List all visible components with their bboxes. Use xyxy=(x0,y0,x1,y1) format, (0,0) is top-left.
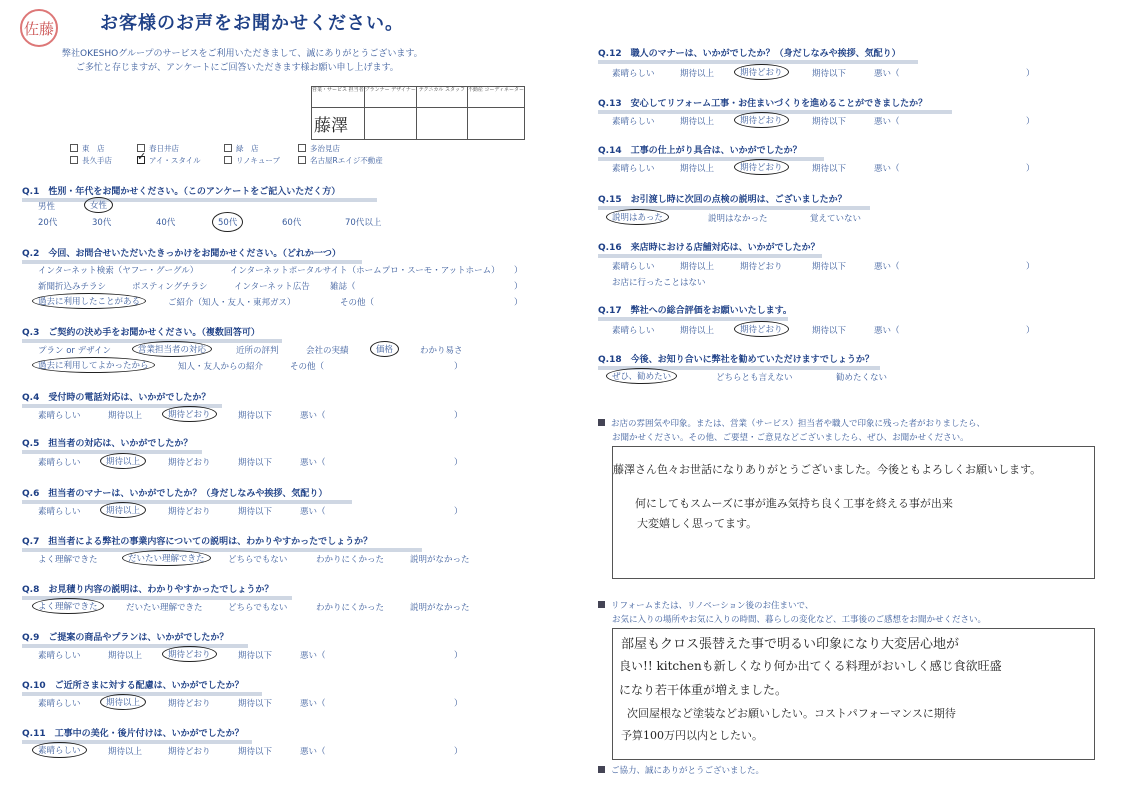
staff-header-planner: プランナー デザイナー xyxy=(364,87,416,108)
q17-option-excellent[interactable]: 素晴らしい xyxy=(612,326,655,336)
q17-expected-selected: 期待どおり xyxy=(734,321,789,337)
q9-option-excellent[interactable]: 素晴らしい xyxy=(38,651,81,661)
q4-option-below[interactable]: 期待以下 xyxy=(238,411,273,421)
q2-row1-close: ） xyxy=(514,266,523,276)
q7-option-none[interactable]: 説明がなかった xyxy=(410,555,470,565)
q6-above-selected: 期待以上 xyxy=(100,502,146,518)
q3-track-record[interactable]: 会社の実績 xyxy=(306,346,349,356)
q3-past-good-selected: 過去に利用してよかったから xyxy=(32,357,155,373)
comment1-prompt-line2: お聞かせください。その他、ご要望・ご意見などございましたら、ぜひ、お聞かせください。 xyxy=(612,433,969,443)
q12-expected-selected: 期待どおり xyxy=(734,64,789,80)
checkbox-icon xyxy=(224,144,232,152)
q3-sales-staff-selected: 営業担当者の対応 xyxy=(132,341,212,357)
q11-label: Q.11 工事中の美化・後片付けは、いかがでしたか？ xyxy=(22,726,252,744)
q11-option-expected[interactable]: 期待どおり xyxy=(168,747,211,757)
comment2-hand-line1: 部屋もクロス張替えた事で明るい印象になり大変居心地が xyxy=(621,637,960,652)
staff-header-sales: 営業・サービス 担当者 xyxy=(312,87,365,108)
q11-option-below[interactable]: 期待以下 xyxy=(238,747,273,757)
q13-option-expected[interactable] xyxy=(734,112,789,128)
store-label: 東 店 xyxy=(82,144,105,153)
q2-newspaper-flyer[interactable]: 新聞折込みチラシ xyxy=(38,282,107,292)
q13-option-bad[interactable]: 悪い（ xyxy=(874,117,900,127)
q13-option-below[interactable]: 期待以下 xyxy=(812,117,847,127)
checkbox-icon xyxy=(70,144,78,152)
staff-table xyxy=(311,86,525,140)
q3-clarity[interactable]: わかり易さ xyxy=(420,346,463,356)
checkbox-icon xyxy=(298,156,306,164)
footer-thanks xyxy=(598,764,764,776)
comment1-hand-line3: 大変嬉しく思ってます。 xyxy=(637,517,758,530)
q4-option-above[interactable]: 期待以上 xyxy=(108,411,143,421)
q17-label: Q.17 弊社への総合評価をお願いいたします。 xyxy=(598,303,788,321)
q10-above-selected: 期待以上 xyxy=(100,694,146,710)
comment1-hand-line2: 何にしてもスムーズに事が進み気持ち良く工事を終える事が出来 xyxy=(635,497,953,510)
q2-row3-close: ） xyxy=(514,298,523,308)
q6-label: Q.6 担当者のマナーは、いかがでしたか？（身だしなみや挨拶、気配り） xyxy=(22,486,352,504)
q4-expected-selected: 期待どおり xyxy=(162,406,217,422)
q6-option-above[interactable] xyxy=(100,502,146,518)
store-checkbox-higashi[interactable] xyxy=(70,143,105,154)
q1-age-30s[interactable]: 30代 xyxy=(92,218,112,228)
square-bullet-icon xyxy=(598,766,605,773)
q13-option-above[interactable]: 期待以上 xyxy=(680,117,715,127)
q8-option-understood[interactable] xyxy=(32,598,104,614)
staff-name-handwritten: 藤澤 xyxy=(314,116,348,136)
q4-option-bad[interactable]: 悪い（ xyxy=(300,411,326,421)
q3-row2-close: ） xyxy=(454,362,463,372)
q5-option-bad[interactable]: 悪い（ xyxy=(300,458,326,468)
q15-option-dont-remember[interactable]: 覚えていない xyxy=(810,214,862,224)
q11-option-above[interactable]: 期待以上 xyxy=(108,747,143,757)
comment2-hand-line3: になり若干体重が増えました。 xyxy=(619,683,788,697)
store-label: 緑 店 xyxy=(236,144,259,153)
q5-above-selected: 期待以上 xyxy=(100,453,146,469)
store-checkbox-renocube[interactable] xyxy=(224,155,280,166)
q11-option-excellent[interactable] xyxy=(32,742,87,758)
comment2-textbox[interactable] xyxy=(612,628,1095,760)
comment1-prompt1-text: お店の雰囲気や印象。または、営業（サービス）担当者や職人で印象に残った者がおりましたら、 xyxy=(611,419,986,429)
checkbox-icon xyxy=(224,156,232,164)
q16-option-bad[interactable]: 悪い（ xyxy=(874,262,900,272)
q17-close: ） xyxy=(1026,326,1035,336)
checkbox-icon xyxy=(70,156,78,164)
seal-text: 佐藤 xyxy=(23,19,54,38)
checkbox-checked-icon: ✓ xyxy=(137,150,147,163)
q10-option-above[interactable] xyxy=(100,694,146,710)
q14-option-bad[interactable]: 悪い（ xyxy=(874,164,900,174)
q13-option-excellent[interactable]: 素晴らしい xyxy=(612,117,655,127)
q2-internet-search[interactable]: インターネット検索（ヤフー・グーグル） xyxy=(38,266,199,276)
store-label: 多治見店 xyxy=(310,144,340,153)
q7-option-unclear[interactable]: わかりにくかった xyxy=(316,555,385,565)
store-checkbox-tajimi[interactable] xyxy=(298,143,340,154)
q16-option-above[interactable]: 期待以上 xyxy=(680,262,715,272)
q6-option-bad[interactable]: 悪い（ xyxy=(300,507,326,517)
q8-option-neutral[interactable]: どちらでもない xyxy=(228,603,288,613)
q2-row2-close: ） xyxy=(514,282,523,292)
q14-expected-selected: 期待どおり xyxy=(734,159,789,175)
q14-option-below[interactable]: 期待以下 xyxy=(812,164,847,174)
q17-option-bad[interactable]: 悪い（ xyxy=(874,326,900,336)
q14-option-expected[interactable] xyxy=(734,159,789,175)
q16-option-expected[interactable]: 期待どおり xyxy=(740,262,783,272)
q4-label: Q.4 受付時の電話対応は、いかがでしたか？ xyxy=(22,390,222,408)
q9-label: Q.9 ご提案の商品やプランは、いかがでしたか？ xyxy=(22,630,248,648)
q4-option-excellent[interactable]: 素晴らしい xyxy=(38,411,81,421)
q8-option-unclear[interactable]: わかりにくかった xyxy=(316,603,385,613)
q6-option-excellent[interactable]: 素晴らしい xyxy=(38,507,81,517)
store-checkbox-midori[interactable] xyxy=(224,143,259,154)
q14-label: Q.14 工事の仕上がり具合は、いかがでしたか？ xyxy=(598,143,824,161)
q17-option-expected[interactable] xyxy=(734,321,789,337)
page-title: お客様のお声をお聞かせください。 xyxy=(100,13,404,34)
q9-option-bad[interactable]: 悪い（ xyxy=(300,651,326,661)
q10-option-excellent[interactable]: 素晴らしい xyxy=(38,699,81,709)
q12-option-above[interactable]: 期待以上 xyxy=(680,69,715,79)
q1-age-50s-selected: 50代 xyxy=(212,212,243,232)
store-checkbox-istyle[interactable] xyxy=(137,150,201,166)
q1-age-40s[interactable]: 40代 xyxy=(156,218,176,228)
q3-referral[interactable]: 知人・友人からの紹介 xyxy=(178,362,264,372)
q15-explained-selected: 説明はあった xyxy=(606,209,669,225)
q9-expected-selected: 期待どおり xyxy=(162,646,217,662)
q14-close: ） xyxy=(1026,164,1035,174)
square-bullet-icon xyxy=(598,419,605,426)
q3-other[interactable]: その他（ xyxy=(290,362,325,372)
q1-age-50s[interactable] xyxy=(212,212,243,232)
comment1-textbox[interactable] xyxy=(612,446,1095,579)
q12-close: ） xyxy=(1026,69,1035,79)
q1-gender-male[interactable]: 男性 xyxy=(38,202,56,212)
comment2-hand-line2: 良い!! kitchenも新しくなり何か出てくる料理がおいしく感じ食欲旺盛 xyxy=(619,659,1002,673)
q5-option-below[interactable]: 期待以下 xyxy=(238,458,273,468)
q18-option-not-recommend[interactable]: 勧めたくない xyxy=(836,373,888,383)
q13-close: ） xyxy=(1026,117,1035,127)
store-label: 春日井店 xyxy=(149,144,179,153)
q9-option-above[interactable]: 期待以上 xyxy=(108,651,143,661)
q11-close: ） xyxy=(454,747,463,757)
q2-used-before[interactable] xyxy=(32,293,146,309)
q2-magazine[interactable]: 雑誌（ xyxy=(330,282,356,292)
q9-option-below[interactable]: 期待以下 xyxy=(238,651,273,661)
q15-option-explained[interactable] xyxy=(606,209,669,225)
footer-text: ご協力、誠にありがとうございました。 xyxy=(611,766,765,776)
seal-stamp xyxy=(20,9,58,47)
q12-option-bad[interactable]: 悪い（ xyxy=(874,69,900,79)
q3-label: Q.3 ご契約の決め手をお聞かせください。（複数回答可） xyxy=(22,325,282,343)
q2-posting-flyer[interactable]: ポスティングチラシ xyxy=(132,282,208,292)
q10-close: ） xyxy=(454,699,463,709)
comment2-prompt-line2: お気に入りの場所やお気に入りの時間、暮らしの変化など、工事後のご感想をお聞かせください。 xyxy=(612,615,987,625)
q12-label: Q.12 職人のマナーは、いかがでしたか？（身だしなみや挨拶、気配り） xyxy=(598,46,918,64)
q16-label: Q.16 来店時における店舗対応は、いかがでしたか？ xyxy=(598,240,822,258)
q5-option-excellent[interactable]: 素晴らしい xyxy=(38,458,81,468)
comment1-prompt-line1 xyxy=(598,417,985,429)
staff-cell-technical[interactable] xyxy=(416,108,467,140)
q18-recommend-selected: ぜひ、勧めたい xyxy=(606,368,677,384)
q18-option-recommend[interactable] xyxy=(606,368,677,384)
comment2-prompt1-text: リフォームまたは、リノベーション後のお住まいで、 xyxy=(611,601,814,611)
q15-label: Q.15 お引渡し時に次回の点検の説明は、ございましたか？ xyxy=(598,192,870,210)
comment2-hand-line4: 次回屋根など塗装などお願いしたい。コストパフォーマンスに期待 xyxy=(627,707,956,720)
comment2-hand-line5: 予算100万円以内としたい。 xyxy=(621,729,763,742)
q2-internet-ad[interactable]: インターネット広告 xyxy=(234,282,310,292)
q17-option-above[interactable]: 期待以上 xyxy=(680,326,715,336)
q3-price[interactable] xyxy=(370,341,399,357)
square-bullet-icon xyxy=(598,601,605,608)
q5-option-expected[interactable]: 期待どおり xyxy=(168,458,211,468)
q2-label: Q.2 今回、お問合せいただいたきっかけをお聞かせください。（どれか一つ） xyxy=(22,246,362,264)
q7-option-mostly[interactable] xyxy=(122,550,211,566)
comment2-prompt-line1 xyxy=(598,599,813,611)
q3-price-selected: 価格 xyxy=(370,341,399,357)
q18-option-neutral[interactable]: どちらとも言えない xyxy=(716,373,793,383)
store-label: アイ・スタイル xyxy=(149,156,201,165)
q4-option-expected[interactable] xyxy=(162,406,217,422)
q4-close: ） xyxy=(454,411,463,421)
q6-option-expected[interactable]: 期待どおり xyxy=(168,507,211,517)
q14-option-above[interactable]: 期待以上 xyxy=(680,164,715,174)
q5-close: ） xyxy=(454,458,463,468)
q1-age-70s-plus[interactable]: 70代以上 xyxy=(345,218,382,228)
q9-option-expected[interactable] xyxy=(162,646,217,662)
q8-option-none[interactable]: 説明がなかった xyxy=(410,603,470,613)
q10-option-expected[interactable]: 期待どおり xyxy=(168,699,211,709)
q8-option-mostly[interactable]: だいたい理解できた xyxy=(126,603,203,613)
q7-label: Q.7 担当者による弊社の事業内容についての説明は、わかりやすかったでしょうか？ xyxy=(22,534,422,552)
q15-option-not-explained[interactable]: 説明はなかった xyxy=(708,214,768,224)
store-label: 名古屋Rエイジ不動産 xyxy=(310,156,383,165)
q1-label: Q.1 性別・年代をお聞かせください。（このアンケートをご記入いただく方） xyxy=(22,184,377,202)
q16-close: ） xyxy=(1026,262,1035,272)
q8-understood-selected: よく理解できた xyxy=(32,598,104,614)
q1-age-60s[interactable]: 60代 xyxy=(282,218,302,228)
q16-option-never-visited[interactable]: お店に行ったことはない xyxy=(612,278,706,288)
q12-option-below[interactable]: 期待以下 xyxy=(812,69,847,79)
q13-expected-selected: 期待どおり xyxy=(734,112,789,128)
comment1-hand-line1: 藤澤さん色々お世話になりありがとうございました。今後ともよろしくお願いします。 xyxy=(613,463,1042,476)
q3-past-good[interactable] xyxy=(32,357,155,373)
q2-referral[interactable]: ご紹介（知人・友人・東邦ガス） xyxy=(168,298,296,308)
q5-option-above[interactable] xyxy=(100,453,146,469)
q10-option-bad[interactable]: 悪い（ xyxy=(300,699,326,709)
q2-other[interactable]: その他（ xyxy=(340,298,375,308)
intro-line-1: 弊社OKESHOグループのサービスをご利用いただきまして、誠にありがとうございます。 xyxy=(62,49,423,59)
q11-option-bad[interactable]: 悪い（ xyxy=(300,747,326,757)
staff-header-realestate: 不動産 コーディネーター xyxy=(467,87,524,108)
q2-portal-site[interactable]: インターネットポータルサイト（ホームプロ・スーモ・アットホーム） xyxy=(230,266,500,276)
q1-gender-female[interactable] xyxy=(84,197,113,213)
q6-close: ） xyxy=(454,507,463,517)
q11-excellent-selected: 素晴らしい xyxy=(32,742,87,758)
q10-option-below[interactable]: 期待以下 xyxy=(238,699,273,709)
q10-label: Q.10 ご近所さまに対する配慮は、いかがでしたか？ xyxy=(22,678,262,696)
store-checkbox-nagakute[interactable] xyxy=(70,155,112,166)
store-checkbox-nagoya-r-age[interactable] xyxy=(298,155,383,166)
intro-line-2: ご多忙と存じますが、アンケートにご回答いただきます様お願い申し上げます。 xyxy=(76,63,399,73)
q2-used-before-selected: 過去に利用したことがある xyxy=(32,293,146,309)
q7-option-neutral[interactable]: どちらでもない xyxy=(228,555,288,565)
q3-sales-staff[interactable] xyxy=(132,341,212,357)
staff-cell-realestate[interactable] xyxy=(467,108,524,140)
q18-label: Q.18 今後、お知り合いに弊社を勧めていただけますでしょうか？ xyxy=(598,352,880,370)
store-label: 長久手店 xyxy=(82,156,112,165)
q16-option-excellent[interactable]: 素晴らしい xyxy=(612,262,655,272)
checkbox-icon xyxy=(298,144,306,152)
q3-neighborhood[interactable]: 近所の評判 xyxy=(236,346,279,356)
q1-age-20s[interactable]: 20代 xyxy=(38,218,58,228)
q12-option-expected[interactable] xyxy=(734,64,789,80)
q16-option-below[interactable]: 期待以下 xyxy=(812,262,847,272)
q8-label: Q.8 お見積り内容の説明は、わかりやすかったでしょうか？ xyxy=(22,582,292,600)
q17-option-below[interactable]: 期待以下 xyxy=(812,326,847,336)
q7-mostly-selected: だいたい理解できた xyxy=(122,550,211,566)
staff-cell-sales[interactable] xyxy=(312,108,365,140)
q3-plan-design[interactable]: プラン or デザイン xyxy=(38,346,112,356)
q9-close: ） xyxy=(454,651,463,661)
q6-option-below[interactable]: 期待以下 xyxy=(238,507,273,517)
staff-header-technical: テクニカル スタッフ xyxy=(416,87,467,108)
q12-option-excellent[interactable]: 素晴らしい xyxy=(612,69,655,79)
q5-label: Q.5 担当者の対応は、いかがでしたか？ xyxy=(22,436,202,454)
q7-option-understood[interactable]: よく理解できた xyxy=(38,555,98,565)
staff-cell-planner[interactable] xyxy=(364,108,416,140)
q13-label: Q.13 安心してリフォーム工事・お住まいづくりを進めることができましたか？ xyxy=(598,96,952,114)
store-label: リノキューブ xyxy=(236,156,281,165)
q1-gender-female-selected: 女性 xyxy=(84,197,113,213)
q14-option-excellent[interactable]: 素晴らしい xyxy=(612,164,655,174)
